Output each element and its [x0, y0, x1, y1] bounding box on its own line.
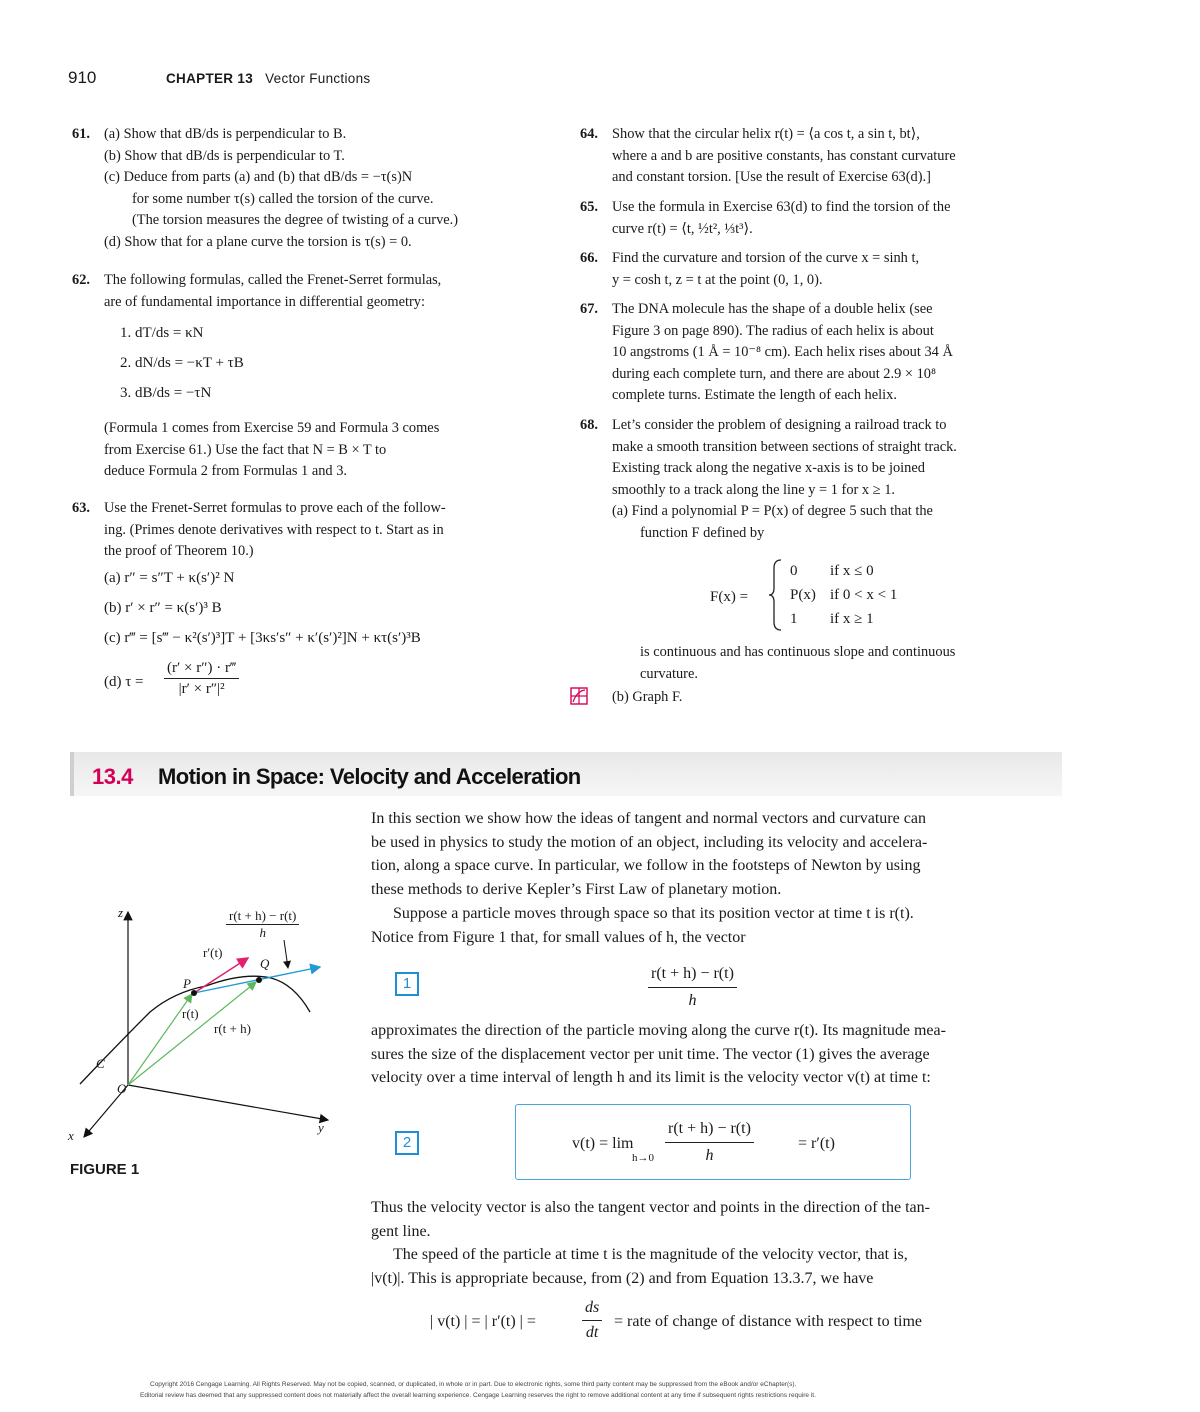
axis-label-x: x: [68, 1128, 74, 1143]
body-text: tion, along a space curve. In particular, we follow in the footsteps of Newton by using: [371, 857, 921, 874]
difference-quotient-label: [226, 908, 299, 941]
body-text: approximates the direction of the particle moving along the curve r(t). Its magnitude mea-: [371, 1022, 946, 1039]
figure-caption: FIGURE 1: [70, 1161, 140, 1178]
equation-number-1: 1: [395, 972, 419, 996]
body-text: these methods to derive Kepler’s First Law of planetary motion.: [371, 880, 782, 898]
copyright-line-1: Copyright 2016 Cengage Learning. All Rights Reserved. May not be copied, scanned, or duplicated, in whole or in part. Due to electronic rights, some third party content may be suppressed from the eBook and/or eChapter(s).: [150, 1381, 797, 1388]
torsion-fraction: [164, 658, 239, 699]
exercise-number: 63.: [72, 500, 90, 516]
graphing-calculator-icon: [570, 687, 588, 705]
exercise-text: Figure 3 on page 890). The radius of each helix is about: [612, 322, 934, 339]
exercise-63: [72, 498, 562, 713]
exercise-66: [580, 248, 1050, 294]
exercise-part-c: (c) r‴ = [s‴ − κ²(s′)³]T + [3κs′s″ + κ′(s′)²]N + κτ(s′)³B: [104, 630, 421, 646]
fraction-denominator: h: [688, 992, 697, 1009]
exercise-text: during each complete turn, and there are about 2.9 × 10⁸: [612, 365, 937, 382]
exercise-text: (Formula 1 comes from Exercise 59 and Formula 3 comes: [104, 420, 440, 436]
exercise-part-a: (a) Show that dB/ds is perpendicular to B.: [104, 126, 347, 142]
vector-label-r-prime: r′(t): [203, 945, 223, 960]
fraction-denominator: |r′ × r″|²: [178, 681, 225, 697]
body-text: sures the size of the displacement vector per unit time. The vector (1) gives the average: [371, 1045, 930, 1063]
fraction-numerator: r(t + h) − r(t): [665, 1116, 754, 1143]
exercise-text: curvature.: [640, 665, 698, 682]
speed-equation-rhs: = rate of change of distance with respect to time: [614, 1313, 923, 1330]
fraction-numerator: r(t + h) − r(t): [648, 961, 737, 988]
axis-label-z: z: [118, 905, 124, 920]
exercise-text: Find the curvature and torsion of the curve x = sinh t,: [612, 250, 920, 266]
exercise-number: 66.: [580, 250, 598, 266]
exercise-number: 67.: [580, 301, 598, 317]
exercise-64: [580, 124, 1050, 190]
axis-label-y: y: [318, 1120, 324, 1135]
equation-2-rhs: = r′(t): [798, 1135, 835, 1152]
chapter-label: CHAPTER 13: [166, 71, 254, 86]
exercise-number: 65.: [580, 199, 598, 215]
left-brace-icon: [768, 558, 784, 632]
case-condition: if 0 < x < 1: [830, 587, 898, 603]
exercise-text: and constant torsion. [Use the result of Exercise 63(d).]: [612, 169, 931, 185]
exercise-text: the proof of Theorem 10.): [104, 543, 254, 559]
label-pointer: [284, 940, 288, 968]
case-condition: if x ≥ 1: [830, 611, 874, 627]
body-text: The speed of the particle at time t is the magnitude of the velocity vector, that is,: [393, 1246, 908, 1263]
vector-label-r-t: r(t): [182, 1006, 199, 1021]
case-value: 0: [790, 563, 798, 579]
exercise-part-d-label: (d) τ =: [104, 674, 144, 690]
body-text: Notice from Figure 1 that, for small values of h, the vector: [371, 928, 746, 946]
speed-paragraph: [371, 1196, 1061, 1292]
body-text: |v(t)|. This is appropriate because, from (2) and from Equation 13.3.7, we have: [371, 1269, 874, 1287]
vector-label-r-t-h: r(t + h): [214, 1021, 251, 1036]
formula-1: 1. dT/ds = κN: [120, 325, 204, 341]
page-number: 910: [68, 68, 97, 87]
formula-3: 3. dB/ds = −τN: [120, 385, 212, 401]
exercise-68: [580, 415, 1050, 715]
exercise-text: from Exercise 61.) Use the fact that N = B × T to: [104, 441, 387, 458]
exercise-text: for some number τ(s) called the torsion of the curve.: [132, 190, 434, 207]
equation-2-fraction: [665, 1116, 754, 1169]
case-value: 1: [790, 611, 798, 627]
origin-label: O: [117, 1081, 127, 1096]
exercise-number: 62.: [72, 272, 90, 288]
point-label-q: Q: [260, 956, 270, 971]
exercise-text: make a smooth transition between sections of straight track.: [612, 438, 957, 455]
section-number: 13.4: [92, 764, 133, 789]
chapter-title: Vector Functions: [265, 71, 371, 86]
exercise-text: The following formulas, called the Frenet-Serret formulas,: [104, 272, 442, 288]
equation-number-2: 2: [395, 1131, 419, 1155]
curve-label-c: C: [96, 1056, 105, 1071]
body-text: velocity over a time interval of length h and its limit is the velocity vector v(t) at time t:: [371, 1069, 931, 1086]
exercise-text: 10 angstroms (1 Å = 10⁻⁸ cm). Each helix rises about 34 Å: [612, 344, 953, 360]
fraction-denominator: h: [705, 1147, 714, 1164]
running-header: [166, 71, 370, 86]
exercise-text: Use the formula in Exercise 63(d) to find the torsion of the: [612, 199, 951, 215]
exercise-part-b: (b) Graph F.: [612, 689, 683, 705]
body-text: Suppose a particle moves through space so that its position vector at time t is r(t).: [393, 905, 914, 922]
exercise-text: (The torsion measures the degree of twisting of a curve.): [132, 212, 459, 228]
equation-2-lhs: v(t) = lim: [572, 1135, 634, 1152]
exercise-text: Show that the circular helix r(t) = ⟨a cos t, a sin t, bt⟩,: [612, 126, 920, 142]
exercise-text: are of fundamental importance in differential geometry:: [104, 293, 425, 310]
exercise-text: Use the Frenet-Serret formulas to prove each of the follow-: [104, 500, 446, 516]
point-q: [256, 977, 262, 983]
exercise-part-a: (a) r″ = s″T + κ(s′)² N: [104, 570, 235, 586]
fraction-denominator: dt: [585, 1324, 599, 1341]
exercise-text: function F defined by: [640, 524, 765, 541]
y-axis: [128, 1085, 328, 1120]
exercise-67: [580, 299, 1050, 409]
figure-1-diagram: [66, 900, 356, 1155]
velocity-paragraph: [371, 1019, 1061, 1091]
exercise-part-b: (b) Show that dB/ds is perpendicular to T.: [104, 147, 345, 164]
exercise-61: [72, 124, 532, 264]
fraction-numerator: (r′ × r″) · r‴: [164, 658, 239, 679]
fraction-numerator: ds: [582, 1296, 602, 1321]
exercise-text: complete turns. Estimate the length of each helix.: [612, 387, 897, 403]
fraction-denominator: h: [259, 925, 266, 940]
intro-paragraph: [371, 807, 1061, 952]
exercise-part-c: (c) Deduce from parts (a) and (b) that dB/ds = −τ(s)N: [104, 169, 413, 185]
section-title: Motion in Space: Velocity and Acceleration: [158, 764, 581, 789]
body-text: gent line.: [371, 1222, 431, 1240]
exercise-part-d: (d) Show that for a plane curve the torsion is τ(s) = 0.: [104, 233, 412, 250]
exercise-part-b: (b) r′ × r″ = κ(s′)³ B: [104, 600, 222, 616]
speed-equation-lhs: | v(t) | = | r′(t) | =: [430, 1313, 536, 1330]
exercise-text: is continuous and has continuous slope and continuous: [640, 644, 956, 660]
point-label-p: P: [183, 976, 191, 991]
exercise-number: 68.: [580, 417, 598, 433]
fraction-numerator: r(t + h) − r(t): [226, 908, 299, 925]
exercise-number: 64.: [580, 126, 598, 142]
case-condition: if x ≤ 0: [830, 563, 874, 579]
body-text: In this section we show how the ideas of tangent and normal vectors and curvature can: [371, 810, 926, 827]
point-p: [191, 990, 197, 996]
exercise-62: [72, 270, 532, 485]
exercise-65: [580, 197, 1050, 243]
piecewise-label: F(x) =: [710, 589, 749, 605]
exercise-number: 61.: [72, 126, 90, 142]
equation-1: [648, 961, 737, 1014]
exercise-text: smoothly to a track along the line y = 1 for x ≥ 1.: [612, 481, 895, 498]
body-text: Thus the velocity vector is also the tangent vector and points in the direction of the tan-: [371, 1199, 930, 1216]
limit-subscript: h→0: [632, 1152, 654, 1164]
exercise-part-a: (a) Find a polynomial P = P(x) of degree 5 such that the: [612, 503, 933, 519]
body-text: be used in physics to study the motion of an object, including its velocity and accelera-: [371, 833, 928, 851]
exercise-text: deduce Formula 2 from Formulas 1 and 3.: [104, 463, 347, 479]
exercise-text: Let’s consider the problem of designing a railroad track to: [612, 417, 947, 433]
exercise-text: where a and b are positive constants, has constant curvature: [612, 147, 956, 164]
exercise-text: y = cosh t, z = t at the point (0, 1, 0).: [612, 271, 823, 288]
case-value: P(x): [790, 587, 816, 603]
speed-equation-fraction: [582, 1296, 602, 1345]
exercise-text: The DNA molecule has the shape of a double helix (see: [612, 301, 933, 317]
exercise-text: ing. (Primes denote derivatives with respect to t. Start as in: [104, 521, 444, 538]
exercise-text: Existing track along the negative x-axis is to be joined: [612, 460, 925, 476]
formula-2: 2. dN/ds = −κT + τB: [120, 355, 244, 371]
copyright-line-2: Editorial review has deemed that any suppressed content does not materially affect the overall learning experience. Cengage Learning reserves the right to remove additional content at any time if subsequent rights restrictions require it.: [140, 1392, 816, 1399]
exercise-text: curve r(t) = ⟨t, ½t², ⅓t³⟩.: [612, 220, 753, 237]
